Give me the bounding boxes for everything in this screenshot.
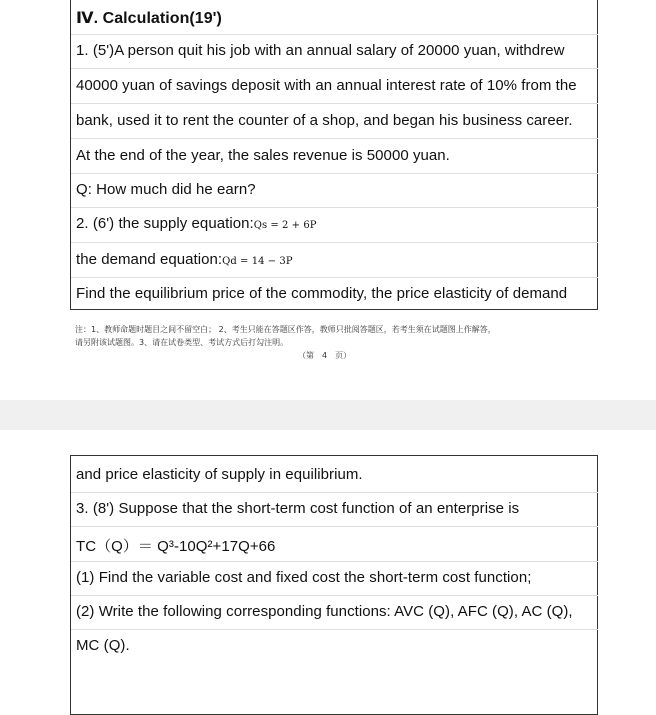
q3-line-1: 3. (8') Suppose that the short-term cost function of an enterprise is xyxy=(76,500,520,517)
exam-page-bottom xyxy=(0,430,656,700)
q1-line-1: 1. (5')A person quit his job with an annual salary of 20000 yuan, withdrew xyxy=(76,42,565,59)
supply-equation: Qs = 2 + 6P xyxy=(253,220,317,231)
divider xyxy=(71,138,598,139)
q1-line-2: 40000 yuan of savings deposit with an annual interest rate of 10% from the xyxy=(76,77,577,94)
footnote-line-2: 请另附该试题图。3、请在试卷类型、考试方式后打勾注明。 xyxy=(75,338,289,347)
answer-box-1 xyxy=(70,0,598,310)
divider xyxy=(71,526,598,527)
page-gap xyxy=(0,400,656,430)
supply-label: 2. (6') the supply equation: xyxy=(76,215,254,232)
q3-part-2: (2) Write the following corresponding functions: AVC (Q), AFC (Q), AC (Q), xyxy=(76,603,573,620)
divider xyxy=(71,242,598,243)
section-title: Ⅳ. Calculation(19') xyxy=(76,10,222,27)
divider xyxy=(71,492,598,493)
demand-equation: Qd = 14 − 3P xyxy=(222,256,293,267)
q1-line-4: At the end of the year, the sales revenue is 50000 yuan. xyxy=(76,147,450,164)
divider xyxy=(71,561,598,562)
q2-supply xyxy=(76,215,317,232)
divider xyxy=(71,173,598,174)
footnote-line-1: 注：1、教师命题时题目之间不留空白； 2、考生只能在答题区作答，教师只批阅答题区，若考生须在试题图上作解答， xyxy=(75,325,496,334)
demand-label: the demand equation: xyxy=(76,251,223,268)
page-number: （第 4 页） xyxy=(298,351,352,360)
divider xyxy=(71,207,598,208)
divider xyxy=(71,34,598,35)
q3-part-1: (1) Find the variable cost and fixed cost the short-term cost function; xyxy=(76,569,532,586)
q2-line-4: and price elasticity of supply in equilibrium. xyxy=(76,466,363,483)
q2-line-3: Find the equilibrium price of the commodity, the price elasticity of demand xyxy=(76,285,568,302)
divider xyxy=(71,595,598,596)
divider xyxy=(71,629,598,630)
divider xyxy=(71,277,598,278)
q3-part-3: MC (Q). xyxy=(76,637,130,654)
divider xyxy=(71,68,598,69)
divider xyxy=(71,103,598,104)
answer-box-2 xyxy=(70,455,598,715)
q1-line-3: bank, used it to rent the counter of a shop, and began his business career. xyxy=(76,112,573,129)
q2-demand xyxy=(76,251,293,268)
q3-cost-function: TC（Q）＝ Q³-10Q²+17Q+66 xyxy=(76,538,276,555)
q1-question: Q: How much did he earn? xyxy=(76,181,256,198)
